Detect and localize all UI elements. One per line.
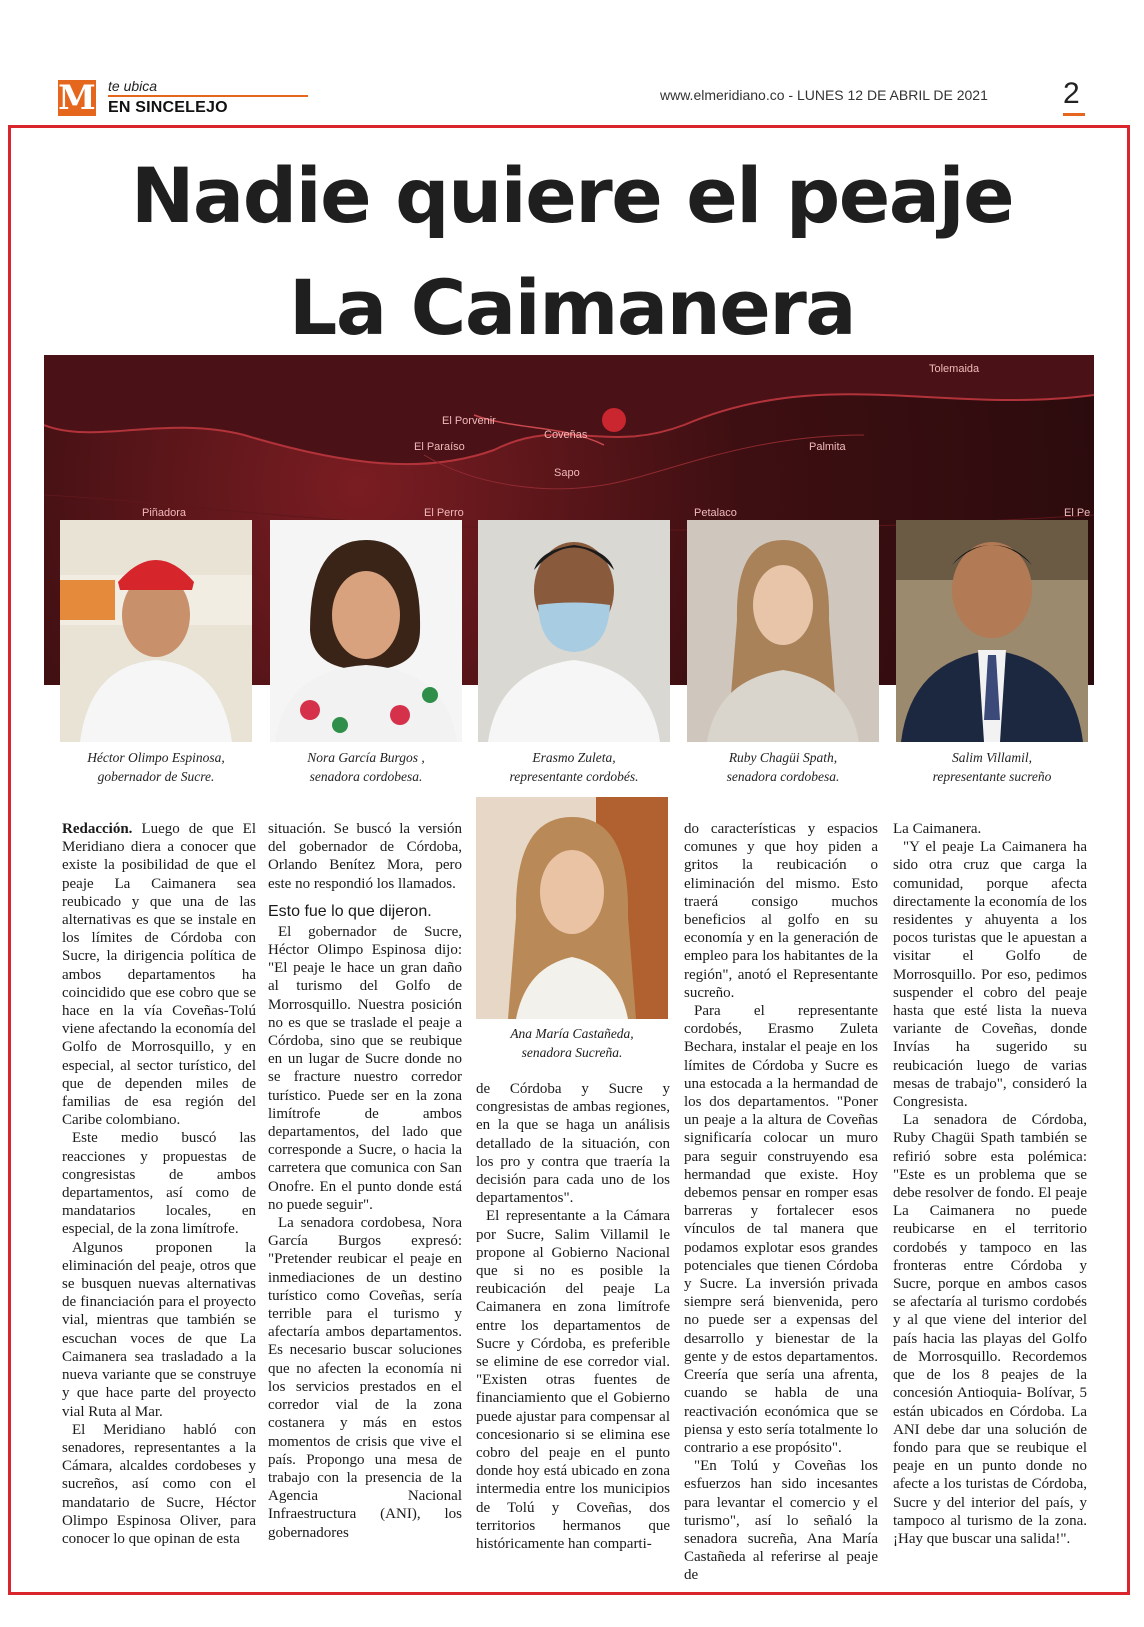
header-tagline: te ubica: [108, 78, 158, 94]
caption-ruby-chagui: [683, 748, 883, 786]
map-label: Tolemaida: [929, 363, 980, 375]
map-label: El Paraíso: [414, 441, 465, 453]
paragraph: La senadora cordobesa, Nora García Burgos expresó: "Pretender reubicar el peaje en inmediaciones de un destino turístico como Coveñas, sería terrible para el turismo y afectaría ambos departamentos. Es necesario buscar soluciones que no afecten la economía ni los servicios prestados en el corredor vial de la zona costanera y más en estos momentos de crisis que vive el país. Propongo una mesa de trabajo con la presencia de la Agencia Nacional Infraestructura (ANI), los gobernadores: [268, 1215, 462, 1541]
paragraph: El Meridiano habló con senadores, representantes a la Cámara, alcaldes cordobeses y sucreños, así como con el mandatario de Sucre, Héctor Olimpo Espinosa Oliver, para conocer lo que opinan de esta: [62, 1421, 256, 1547]
caption-role: senadora cordobesa.: [309, 769, 423, 784]
caption-salim-villamil: [892, 748, 1092, 786]
paragraph-text: Luego de que El Meridiano diera a conocer que existe la posibilidad de que el peaje La Caimanera sea reubicado y que una de las alternativas es que se instale en los límites de Córdoba con Sucre, la dirigencia política de ambos departamentos ha coincidido que ese cobro que se hace en la vía Coveñas-Tolú viene afectando la economía del Golfo de Morrosquillo, y en especial, al sector turístico, del que de dependen miles de familias de esa región del Caribe colombiano.: [62, 821, 257, 1129]
photo-nora-garcia: [270, 520, 462, 742]
caption-name: Ruby Chagüi Spath,: [728, 750, 838, 765]
caption-role: senadora cordobesa.: [726, 769, 840, 784]
caption-role: senadora Sucreña.: [521, 1045, 623, 1060]
paragraph: situación. Se buscó la versión del gobernador de Córdoba, Orlando Benítez Mora, pero este no respondió los llamados.: [268, 821, 462, 892]
byline: Redacción.: [62, 821, 133, 837]
header-divider: [108, 95, 308, 97]
headline: [30, 140, 1114, 364]
caption-name: Erasmo Zuleta,: [532, 750, 616, 765]
caption-name: Nora García Burgos ,: [307, 750, 425, 765]
paragraph: [62, 820, 256, 1129]
article-column-2: [268, 820, 462, 1542]
caption-name: Salim Villamil,: [952, 750, 1032, 765]
caption-role: representante cordobés.: [509, 769, 639, 784]
map-label: Petalaco: [694, 507, 737, 519]
caption-name: Héctor Olimpo Espinosa,: [87, 750, 225, 765]
photo-ana-maria-castaneda: [476, 797, 668, 1019]
photo-ruby-chagui: [687, 520, 879, 742]
meridiano-logo: M: [58, 78, 96, 118]
photo-hector-olimpo: [60, 520, 252, 742]
photo-salim-villamil: [896, 520, 1088, 742]
paragraph: Para el representante cordobés, Erasmo Zuleta Bechara, instalar el peaje en los límites de Córdoba y Sucre es una estocada a la hermandad de los dos departamentos. "Poner un peaje a la altura de Coveñas significaría colocar un muro para seguir construyendo esa hermandad que existe. Hoy debemos pensar en romper esas barreras y fortalecer esos vínculos de tal manera que podamos explotar esos grandes potenciales que tienen Córdoba y Sucre. La inversión privada siempre será bienvenida, pero no puede ser a expensas del desarrollo y bienestar de la gente y de estos departamentos. Creería que sería una afrenta, cuando se habla de una reactivación económica que se piensa y esto sería totalmente lo contrario a ese propósito".: [684, 1003, 878, 1456]
map-label: El Porvenir: [442, 415, 496, 427]
map-label: Coveñas: [544, 429, 588, 441]
article-column-5: [893, 820, 1087, 1548]
caption-role: representante sucreño: [932, 769, 1052, 784]
page-number: 2: [1063, 77, 1080, 110]
photo-erasmo-zuleta: [478, 520, 670, 742]
paragraph: Este medio buscó las reacciones y propuestas de congresistas de ambos departamentos, así como de mandatarios locales, en especial, de la zona limítrofe.: [62, 1130, 256, 1238]
caption-nora-garcia: [266, 748, 466, 786]
paragraph: de Córdoba y Sucre y congresistas de ambas regiones, en la que se haga un análisis detallado de la situación, con los pro y contra que traería la decisión para cada uno de los departamentos".: [476, 1081, 670, 1207]
caption-hector-olimpo: [56, 748, 256, 786]
paragraph: "Y el peaje La Caimanera ha sido otra cruz que carga la comunidad, porque afecta directamente la economía de los residentes y ahuyenta a los pocos turistas que le apuestan a visitar el Golfo de Morrosquillo. Por eso, pedimos suspender el cobro del peaje hasta que esté lista la nueva variante de Coveñas, donde Invías ha sugerido su reubicación luego de varias mesas de trabajo", consideró la Congresista.: [893, 839, 1087, 1111]
paragraph: La Caimanera.: [893, 821, 982, 837]
map-label: Sapo: [554, 467, 580, 479]
section-title: EN SINCELEJO: [108, 99, 228, 116]
paragraph: El gobernador de Sucre, Héctor Olimpo Espinosa dijo: "El peaje le hace un gran daño al turismo del Golfo de Morrosquillo. Nuestra posición no es que se traslade el peaje a Córdoba, sino que se reubique en un lugar de Sucre donde no se fracture nuestro corredor turístico. Puede ser en la zona limítrofe de ambos departamentos, del lado que corresponde a Sucre, o hacia la carretera que comunica con San Onofre. En el punto donde está no puede seguir".: [268, 923, 462, 1213]
headline-line-2: La Caimanera: [288, 263, 856, 352]
headline-line-1: Nadie quiere el peaje: [130, 151, 1014, 240]
paragraph: "En Tolú y Coveñas los esfuerzos han sido incesantes para levantar el comercio y el turismo", así lo señaló la senadora sucreña, Ana María Castañeda al referirse al peaje de: [684, 1458, 878, 1584]
article-column-1: [62, 820, 256, 1548]
caption-name: Ana María Castañeda,: [510, 1026, 634, 1041]
url-date: www.elmeridiano.co - LUNES 12 DE ABRIL DE 2021: [660, 87, 988, 103]
map-label: Palmita: [809, 441, 846, 453]
map-label: El Pe: [1064, 507, 1091, 519]
map-label: El Perro: [424, 507, 464, 519]
page-number-underline: [1063, 113, 1085, 116]
article-column-4: [684, 820, 878, 1585]
caption-erasmo-zuleta: [474, 748, 674, 786]
paragraph: Algunos proponen la eliminación del peaje, otros que se busquen nuevas alternativas de financiación para el proyecto vial, mientras que también se escuchan voces de que La Caimanera sea trasladado a la nueva variante que se construye y que hace parte del proyecto vial Ruta al Mar.: [62, 1239, 256, 1420]
paragraph: do características y espacios comunes y que hoy piden a gritos la reubicación o eliminación del mismo. Esto traerá consigo muchos beneficios al golfo en su economía y en la generación de empleo para los habitantes de la región", anotó el Representante sucreño.: [684, 821, 878, 1001]
paragraph: La senadora de Córdoba, Ruby Chagüi Spath también se refirió sobre esta polémica: "Este es un problema que se debe resolver de fondo. El peaje La Caimanera no puede reubicarse en el territorio cordobés y tampoco en las fronteras entre Córdoba y Sucre, porque en ambos casos se afectaría al turismo cordobés y al que viene del interior del país hacia las playas del Golfo de Morrosquillo. Recordemos que de los 8 peajes de la concesión Antioquia- Bolívar, 5 están ubicados en Córdoba. La ANI debe dar una solución de fondo para que se reubique el peaje en un punto donde no afecte a los turistas de Córdoba, Sucre y del interior del país, y tampoco al turismo de la zona. ¡Hay que buscar una salida!".: [893, 1112, 1087, 1547]
subheading: Esto fue lo que dijeron.: [268, 902, 432, 920]
caption-ana-maria-castaneda: [472, 1024, 672, 1062]
paragraph: El representante a la Cámara por Sucre, Salim Villamil le propone al Gobierno Nacional que si no es posible la reubicación del peaje La Caimanera en zona limítrofe entre los departamentos de Sucre y Córdoba, es preferible se elimine de ese corredor vial. "Existen otras fuentes de financiamiento que el Gobierno puede ajustar para compensar al concesionario si se elimina ese cobro del peaje en el punto donde hoy está ubicado en zona intermedia entre los municipios de Tolú y Coveñas, dos territorios hermanos que históricamente han comparti-: [476, 1208, 670, 1553]
map-label: Piñadora: [142, 507, 187, 519]
article-column-3: [476, 1080, 670, 1553]
caption-role: gobernador de Sucre.: [97, 769, 215, 784]
